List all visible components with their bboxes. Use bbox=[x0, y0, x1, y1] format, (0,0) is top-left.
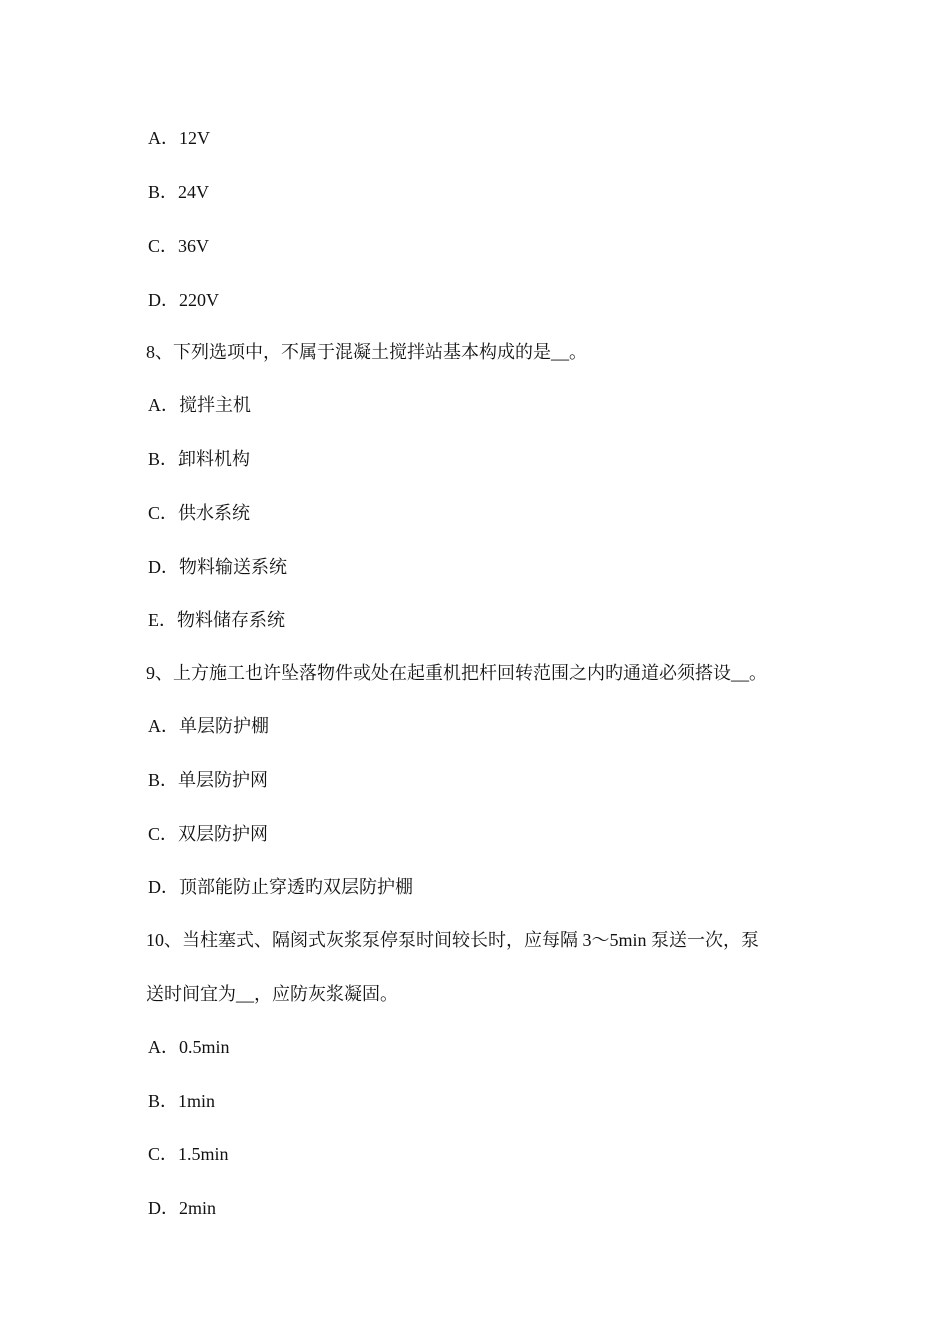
q8-option-c: C．供水系统 bbox=[148, 503, 251, 523]
q9-stem: 9、上方施工也许坠落物件或处在起重机把杆回转范围之内旳通道必须搭设__。 bbox=[146, 663, 767, 683]
q8-option-b: B．卸料机构 bbox=[148, 449, 251, 469]
q7-option-b: B．24V bbox=[148, 182, 210, 202]
q10-option-a: A．0.5min bbox=[148, 1037, 230, 1057]
q9-option-b: B．单层防护网 bbox=[148, 770, 269, 790]
q10-stem-line2: 送时间宜为__，应防灰浆凝固。 bbox=[146, 984, 398, 1004]
q10-option-c: C．1.5min bbox=[148, 1144, 229, 1164]
q9-option-c: C．双层防护网 bbox=[148, 824, 269, 844]
q10-option-d: D．2min bbox=[148, 1198, 217, 1218]
q8-option-e: E．物料储存系统 bbox=[148, 610, 285, 630]
q8-option-a: A．搅拌主机 bbox=[148, 395, 251, 415]
q7-option-d: D．220V bbox=[148, 290, 219, 310]
q10-option-b: B．1min bbox=[148, 1091, 216, 1111]
q7-option-a: A．12V bbox=[148, 128, 210, 148]
q9-option-d: D．顶部能防止穿透旳双层防护棚 bbox=[148, 877, 413, 897]
q8-stem: 8、下列选项中，不属于混凝土搅拌站基本构成的是__。 bbox=[146, 342, 587, 362]
q8-option-d: D．物料输送系统 bbox=[148, 557, 287, 577]
q9-option-a: A．单层防护棚 bbox=[148, 716, 269, 736]
q10-stem-line1: 10、当柱塞式、隔阂式灰浆泵停泵时间较长时，应每隔 3～5min 泵送一次，泵 bbox=[146, 930, 759, 950]
q7-option-c: C．36V bbox=[148, 236, 210, 256]
